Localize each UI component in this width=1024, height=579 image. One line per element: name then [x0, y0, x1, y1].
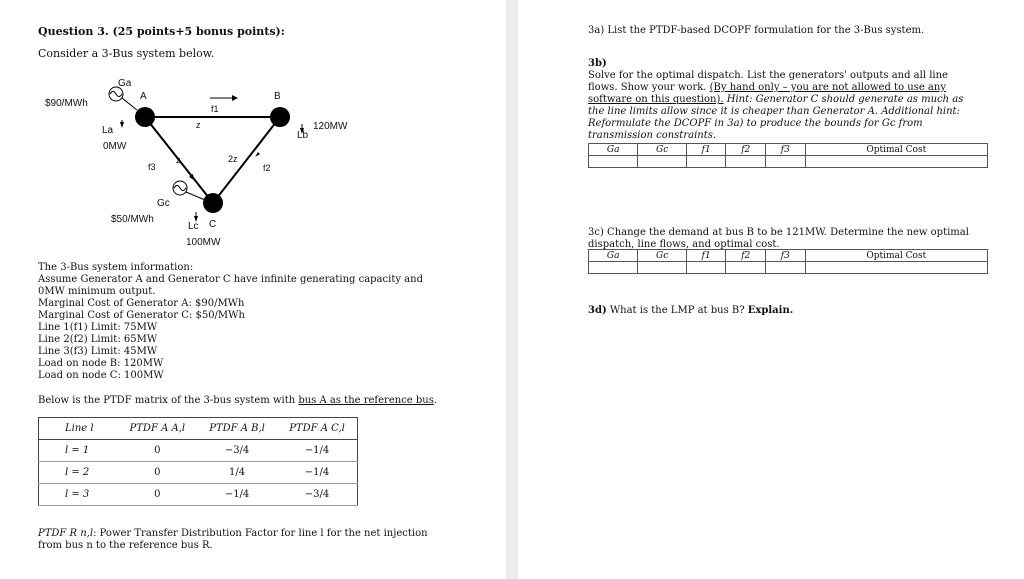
answer-cell[interactable]	[638, 262, 686, 274]
info-line: Line 1(f1) Limit: 75MW	[38, 322, 158, 333]
table-row	[589, 156, 988, 168]
table-header-row	[39, 418, 358, 440]
answer-cell[interactable]	[686, 262, 726, 274]
load-b-label: Lb	[297, 130, 309, 141]
table-cell: 1/4	[197, 462, 277, 484]
table-header: f1	[686, 250, 726, 262]
table-row	[39, 440, 358, 462]
flow-3-arrow	[185, 168, 191, 176]
question-intro: Consider a 3-Bus system below.	[38, 47, 215, 60]
bus-a-label: A	[140, 91, 147, 102]
left-page	[0, 0, 506, 579]
table-header: Optimal Cost	[805, 144, 987, 156]
answer-table-3c	[588, 249, 988, 274]
table-cell: l = 3	[39, 484, 118, 506]
q3b-label: 3b)	[588, 58, 607, 69]
question-3d: 3d) What is the LMP at bus B? Explain.	[588, 305, 794, 316]
answer-cell[interactable]	[805, 262, 987, 274]
info-line: Marginal Cost of Generator C: $50/MWh	[38, 310, 245, 321]
table-header: Optimal Cost	[805, 250, 987, 262]
table-header: f1	[686, 144, 726, 156]
load-c-label: Lc	[188, 221, 199, 232]
table-cell: 0	[117, 440, 197, 462]
right-page	[518, 0, 1024, 579]
q3b-hint: Hint: Generator C should generate as much as the line limits allow since it is cheaper than Generator A. Additional hint: Reformulate the DCOPF in 3a) to produce the bounds for Gc from transmission constraints.	[588, 94, 964, 141]
bus-b-node	[270, 107, 290, 127]
load-a-label: La	[102, 125, 114, 136]
question-3a: 3a) List the PTDF-based DCOPF formulation for the 3-Bus system.	[588, 25, 925, 36]
ptdf-footnote	[38, 528, 438, 552]
flow-2-arrow	[255, 141, 262, 150]
table-header: f3	[766, 144, 806, 156]
table-header: Gc	[638, 144, 686, 156]
table-cell: −1/4	[197, 484, 277, 506]
footnote-symbol: PTDF R n,l	[38, 528, 94, 539]
info-line: Marginal Cost of Generator A: $90/MWh	[38, 298, 245, 309]
table-header: f2	[726, 250, 766, 262]
info-line: Line 2(f2) Limit: 65MW	[38, 334, 158, 345]
answer-table-3b	[588, 143, 988, 168]
info-line: Line 3(f3) Limit: 45MW	[38, 346, 158, 357]
q3b-underlined: (By hand only – you are not allowed to use any software on this question).	[588, 82, 946, 105]
answer-cell[interactable]	[589, 262, 638, 274]
bus-c-node	[203, 193, 223, 213]
info-line: Assume Generator A and Generator C have infinite generating capacity and 0MW minimum output.	[38, 274, 423, 297]
table-cell: −1/4	[277, 440, 358, 462]
reference-bus-text: bus A as the reference bus	[298, 395, 434, 406]
system-info	[38, 262, 448, 382]
table-header: PTDF A B,l	[197, 418, 277, 440]
answer-cell[interactable]	[726, 262, 766, 274]
gen-a-label: Ga	[118, 78, 132, 89]
q3d-label: 3d)	[588, 305, 607, 316]
table-header: Gc	[638, 250, 686, 262]
flow-1-label: f1	[211, 104, 219, 114]
table-cell: −3/4	[277, 484, 358, 506]
table-header: Ga	[589, 144, 638, 156]
answer-cell[interactable]	[686, 156, 726, 168]
table-cell: l = 2	[39, 462, 118, 484]
info-heading: The 3-Bus system information:	[38, 262, 194, 273]
load-b-value: 120MW	[313, 121, 348, 132]
table-header-row	[589, 144, 988, 156]
gen-c-label: Gc	[157, 198, 170, 209]
info-line: Load on node C: 100MW	[38, 370, 164, 381]
load-a-value: 0MW	[103, 141, 127, 152]
answer-cell[interactable]	[766, 156, 806, 168]
three-bus-diagram	[0, 70, 400, 250]
cost-c-label: $50/MWh	[111, 214, 154, 225]
answer-cell[interactable]	[638, 156, 686, 168]
q3b-text: Solve for the optimal dispatch. List the generators' outputs and all line flows. Show your work.	[588, 70, 948, 93]
answer-cell[interactable]	[589, 156, 638, 168]
flow-3-label: f3	[148, 162, 156, 172]
question-3b	[588, 58, 968, 142]
table-cell: −3/4	[197, 440, 277, 462]
load-c-value: 100MW	[186, 237, 221, 248]
z-ac-label: z	[176, 155, 181, 165]
table-cell: 0	[117, 484, 197, 506]
table-header-row	[589, 250, 988, 262]
info-line: Load on node B: 120MW	[38, 358, 164, 369]
bus-b-label: B	[274, 91, 281, 102]
table-row	[589, 262, 988, 274]
answer-cell[interactable]	[805, 156, 987, 168]
table-header: Line l	[39, 418, 118, 440]
line-bc	[213, 117, 280, 203]
table-header: PTDF A A,l	[117, 418, 197, 440]
bus-a-node	[135, 107, 155, 127]
table-row	[39, 462, 358, 484]
table-row	[39, 484, 358, 506]
question-title: Question 3. (25 points+5 bonus points):	[38, 25, 285, 38]
table-cell: −1/4	[277, 462, 358, 484]
ptdf-intro: Below is the PTDF matrix of the 3-bus system with bus A as the reference bus.	[38, 395, 438, 406]
z-bc-label: 2z	[228, 154, 238, 164]
flow-2-label: f2	[263, 163, 271, 173]
table-header: f2	[726, 144, 766, 156]
question-3c: 3c) Change the demand at bus B to be 121MW. Determine the new optimal dispatch, line flows, and optimal cost.	[588, 227, 969, 250]
answer-cell[interactable]	[766, 262, 806, 274]
ptdf-table	[38, 417, 358, 506]
table-header: PTDF A C,l	[277, 418, 358, 440]
z-ab-label: z	[196, 120, 201, 130]
table-header: Ga	[589, 250, 638, 262]
table-cell: 0	[117, 462, 197, 484]
table-header: f3	[766, 250, 806, 262]
cost-a-label: $90/MWh	[45, 98, 88, 109]
footnote-text: : Power Transfer Distribution Factor for line l for the net injection from bus n to the reference bus R.	[38, 528, 428, 551]
answer-cell[interactable]	[726, 156, 766, 168]
bus-c-label: C	[209, 219, 217, 230]
table-cell: l = 1	[39, 440, 118, 462]
